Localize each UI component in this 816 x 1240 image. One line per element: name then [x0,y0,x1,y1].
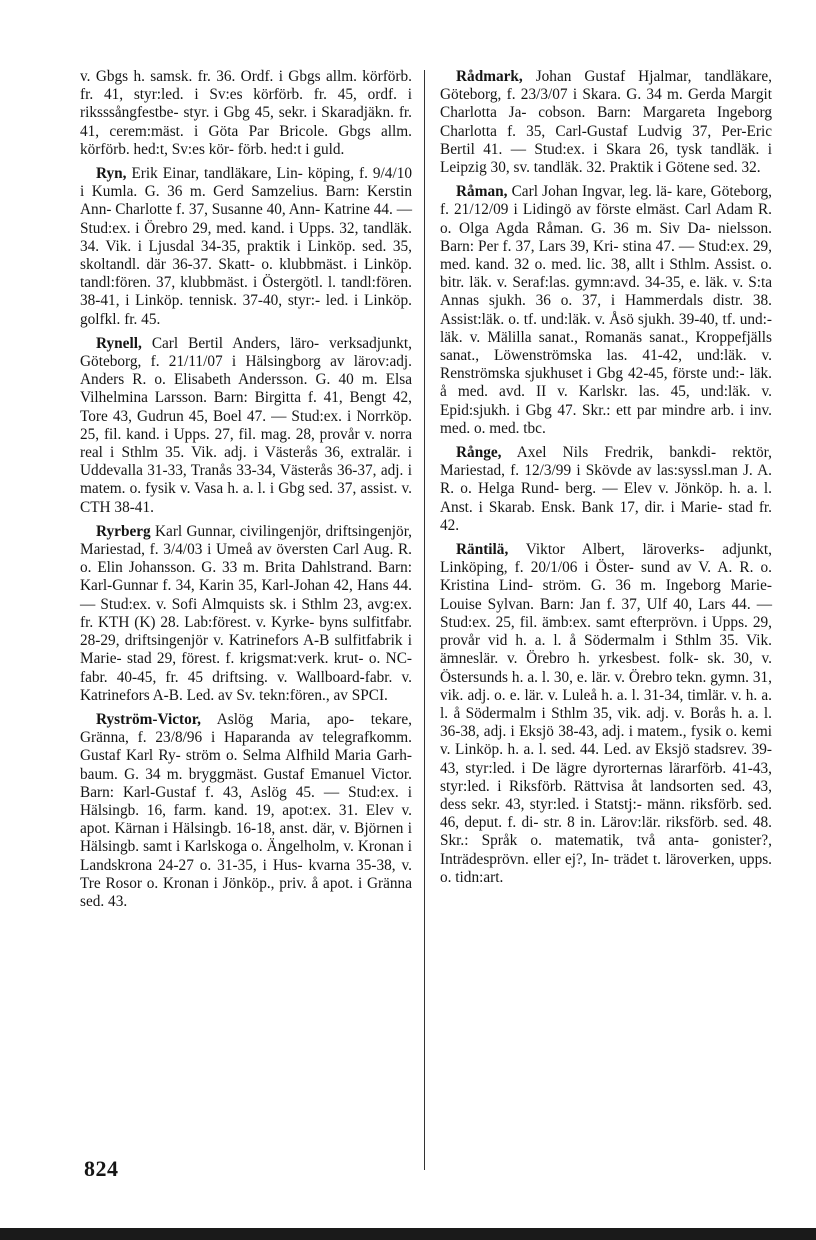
column-divider [424,70,425,1170]
entry-text: Aslög Maria, apo- tekare, Gränna, f. 23/8/96 i Haparanda av telegrafkomm. Gustaf Karl Ry- ström o. Selma Alfhild Maria Garh- baum. G. 34 m. bryggmäst. Gustaf Emanuel Victor. Barn: Karl-Gustaf f. 43, Aslög 45. — Stud:ex. i Hälsingb. 16, farm. kand. 19, apot:ex. 31. Elev v. apot. Kärnan i Hälsingb. 16-18, anst. där, v. Björnen i Hälsingb. samt i Karlskoga o. Ängelholm, v. Kronan i Landskrona 24-27 o. 31-35, i Hus- kvarna 35-38, v. Tre Rosor o. Kronan i Jönköp., priv. å apot. i Gränna sed. 43. [80,710,412,910]
entry-surname: Räntilä, [456,541,509,559]
entry-rynell [80,335,412,517]
entry-surname: Rynell, [96,334,142,352]
entry-ryn [80,165,412,329]
entry-text: Karl Gunnar, civilingenjör, driftsingenjör, Mariestad, f. 3/4/03 i Umeå av översten Carl Aug. R. o. Elin Johansson. G. 33 m. Brita Dahlstrand. Barn: Karl-Gunnar f. 34, Karin 35, Karl-Johan 42, Hans 44. — Stud:ex. v. Sofi Almquists sk. i Sthlm 23, avg:ex. fr. KTH (K) 28. Lab:förest. v. Kyrke- byns sulfitfabr. 28-29, driftsingenjör v. Katrinefors A-B sulfitfabrik i Marie- stad 29, förest. f. krigsmat:verk. krut- o. NC-fabr. 40-45, fr. 45 driftsing. v. Wallboard-fabr. v. Katrinefors A-B. Led. av Sv. tekn:fören., av SPCI. [80,522,412,704]
page-number: 824 [84,1156,119,1181]
entry-surname: Råman, [456,183,508,201]
entry-surname: Rånge, [456,444,502,462]
entry-text: Carl Johan Ingvar, leg. lä- kare, Göteborg, f. 21/12/09 i Lidingö av förste elmäst. Carl Adam R. o. Olga Agda Råman. G. 36 m. Siv Da- nielsson. Barn: Per f. 37, Lars 39, Kri- stina 47. — Stud:ex. 29, med. kand. 32 o. med. lic. 38, allt i Sthlm. Assist. o. bitr. läk. v. Seraf:las. gymn:avd. 34-35, e. läk. v. S:ta Annas sjukh. 36 o. 37, i Hammerdals distr. 38. Assist:läk. o. tf. und:läk. v. Åsö sjukh. 39-40, tf. und:- läk. v. Mälilla sanat., Romanäs sanat., Kroppefjälls sanat., Löwenströmska las. 41-42, und:läk. v. Renströmska sjukhuset i Gbg 42-45, förste und:- läk. å med. avd. II v. Karlskr. las. 45, und:läk. v. Epid:sjukh. i Gbg 47. Skr.: ett par mindre arb. i inv. med. o. med. tbc. [440,183,772,437]
entry-surname: Ryrberg [96,522,151,540]
right-column [440,68,772,893]
entry-text: Erik Einar, tandläkare, Lin- köping, f. 9/4/10 i Kumla. G. 36 m. Gerd Samzelius. Barn: Kerstin Ann- Charlotte f. 37, Susanne 40, Ann- Katrine 44. — Stud:ex. i Örebro 29, med. kand. i Upps. 32, tandläk. 34. Vik. i Ljusdal 34-35, praktik i Linköp. sed. 35, skoltandl. där 36-37. Skatt- o. klubbmäst. i Linköp. tandl:fören. 37, klubbmäst. i Östergötl. l. tandl:fören. 38-41, i Linköp. tennisk. 37-40, styr:- led. i Linköp. golfkl. fr. 45. [80,165,412,328]
entry-range [440,444,772,535]
entry-surname: Ryström-Victor, [96,710,201,728]
entry-ryrberg [80,523,412,705]
entry-text: Johan Gustaf Hjalmar, tandläkare, Göteborg, f. 23/3/07 i Skara. G. 34 m. Gerda Margit Charlotta Ja- cobson. Barn: Margareta Ingeborg Charlotta f. 35, Carl-Gustaf Ludvig 37, Per-Eric Bertil 41. — Stud:ex. i Skara 26, tysk tandläk. i Leipzig 30, sv. tandläk. 32. Praktik i Götene sed. 32. [440,68,772,177]
entry-raman [440,183,772,438]
entry-text: Axel Nils Fredrik, bankdi- rektör, Mariestad, f. 12/3/99 i Skövde av las:syssl.man J. A. R. o. Helga Rund- berg. — Elev v. Jönköp. h. a. l. Anst. i Skarab. Ensk. Bank 17, dir. i Marie- stad fr. 42. [440,444,772,534]
entry-surname: Rådmark, [456,68,523,85]
scan-border [0,1228,816,1240]
entry-rantila [440,541,772,887]
entry-text: v. Gbgs h. samsk. fr. 36. Ordf. i Gbgs allm. körförb. fr. 41, styr:led. i Sv:es körförb. fr. 45, ordf. i riksssångfestbe- styr. i Gbg 45, sekr. i Skaradjäkn. fr. 41, cerem:mäst. i Göta Par Bricole. Gbgs allm. körförb. hed:t, Sv:es kör- förb. hed:t i guld. [80,68,412,158]
entry-rystrom-victor [80,711,412,911]
entry-radmark [440,68,772,177]
entry-surname: Ryn, [96,165,127,183]
entry-continuation [80,68,412,159]
entry-text: Carl Bertil Anders, läro- verksadjunkt, Göteborg, f. 21/11/07 i Hälsingborg av lärov:adj. Anders R. o. Elisabeth Andersson. G. 40 m. Elsa Vilhelmina Larsson. Barn: Birgitta f. 41, Bengt 42, Tore 43, Gudrun 45, Boel 47. — Stud:ex. i Norrköp. 25, fil. kand. i Upps. 27, fil. mag. 28, provår v. norra real i Sthlm 35. Vik. adj. i Västerås 36, extralär. i Uddevalla 31-33, Tranås 33-34, Västerås 36-37, adj. i matem. o. fysik v. Vasa h. a. l. i Gbg sed. 37, assist. v. CTH 38-41. [80,334,412,516]
entry-text: Viktor Albert, läroverks- adjunkt, Linköping, f. 20/1/06 i Öster- sund av V. A. R. o. Kristina Lind- ström. G. 36 m. Ingeborg Marie- Louise Sylvan. Barn: Jan f. 37, Ulf 40, Lars 44. — Stud:ex. 25, fil. ämb:ex. samt efterprövn. i Upps. 29, provår vid h. a. l. å Södermalm i Sthlm 35. Vik. ämneslär. v. Örebro h. yrkesbest. folk- sk. 30, v. Östersunds h. a. l. 30, e. lär. v. Örebro tekn. gymn. 31, vik. adj. o. e. lär. v. Luleå h. a. l. 31-34, timlär. v. h. a. l. å Södermalm i Sthlm 35, vik. adj. v. Borås h. a. l. 36-38, adj. i Eksjö 38-43, adj. i matem., fysik o. kemi v. Linköp. h. a. l. sed. 44. Led. av Eksjö stadsrev. 39-43, styr:led. i De lägre dyrorternas lärarförb. 41-43, styr:led. i Riksförb. Rättvisa åt landsorten sed. 43, dess sekr. 43, styr:led. i Statstj:- männ. riksförb. sed. 46, deput. f. di- str. 8 in. Lärov:lär. riksförb. sed. 48. Skr.: Språk o. matematik, två anta- gonister?, Inträdesprövn. eller ej?, In- trädet t. läroverken, upps. o. tidn:art. [440,541,772,886]
left-column [80,68,412,917]
